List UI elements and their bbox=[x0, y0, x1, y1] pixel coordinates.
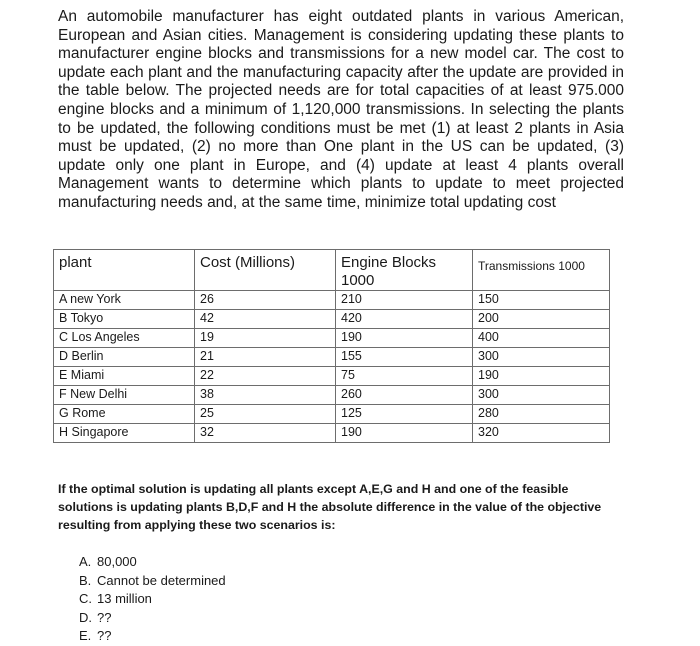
option-text: ?? bbox=[97, 628, 112, 643]
option-letter: B. bbox=[79, 572, 92, 588]
cell-cost: 22 bbox=[195, 367, 336, 386]
cell-plant: E Miami bbox=[54, 367, 195, 386]
table-row bbox=[54, 310, 610, 329]
option-a[interactable] bbox=[79, 553, 226, 572]
table-row bbox=[54, 291, 610, 310]
table-header-row bbox=[54, 250, 610, 291]
option-c[interactable] bbox=[79, 590, 226, 609]
header-transmissions: Transmissions 1000 bbox=[473, 250, 610, 291]
plants-table bbox=[53, 249, 610, 443]
option-letter: A. bbox=[79, 554, 92, 569]
cell-cost: 26 bbox=[195, 291, 336, 310]
cell-transmissions: 320 bbox=[473, 424, 610, 443]
cell-cost: 19 bbox=[195, 329, 336, 348]
cell-cost: 21 bbox=[195, 348, 336, 367]
cell-engine-blocks: 155 bbox=[336, 348, 473, 367]
table-row bbox=[54, 405, 610, 424]
option-text: Cannot be determined bbox=[97, 572, 226, 588]
cell-engine-blocks: 75 bbox=[336, 367, 473, 386]
answer-options bbox=[79, 553, 226, 646]
cell-plant: B Tokyo bbox=[54, 310, 195, 329]
cell-transmissions: 300 bbox=[473, 348, 610, 367]
table-row bbox=[54, 348, 610, 367]
cell-cost: 32 bbox=[195, 424, 336, 443]
cell-engine-blocks: 210 bbox=[336, 291, 473, 310]
table-row bbox=[54, 367, 610, 386]
option-text: 13 million bbox=[97, 591, 152, 606]
cell-plant: C Los Angeles bbox=[54, 329, 195, 348]
cell-engine-blocks: 190 bbox=[336, 329, 473, 348]
cell-plant: H Singapore bbox=[54, 424, 195, 443]
cell-transmissions: 150 bbox=[473, 291, 610, 310]
cell-transmissions: 400 bbox=[473, 329, 610, 348]
option-letter: C. bbox=[79, 591, 92, 606]
option-text: ?? bbox=[97, 609, 112, 625]
cell-transmissions: 300 bbox=[473, 386, 610, 405]
table-row bbox=[54, 329, 610, 348]
cell-plant: G Rome bbox=[54, 405, 195, 424]
option-letter: E. bbox=[79, 628, 92, 643]
option-letter: D. bbox=[79, 609, 92, 625]
cell-transmissions: 190 bbox=[473, 367, 610, 386]
option-e[interactable] bbox=[79, 627, 226, 646]
cell-transmissions: 200 bbox=[473, 310, 610, 329]
question-text: If the optimal solution is updating all plants except A,E,G and H and one of the feasible solutions is updating plants B,D,F and H the absolute difference in the value of the objective resulting from applying these two scenarios is: bbox=[58, 482, 602, 532]
cell-engine-blocks: 420 bbox=[336, 310, 473, 329]
table-row bbox=[54, 386, 610, 405]
option-text: 80,000 bbox=[97, 554, 137, 569]
cell-cost: 42 bbox=[195, 310, 336, 329]
option-d[interactable] bbox=[79, 609, 226, 628]
header-plant: plant bbox=[54, 250, 195, 291]
cell-plant: A new York bbox=[54, 291, 195, 310]
option-b[interactable] bbox=[79, 572, 226, 591]
cell-cost: 25 bbox=[195, 405, 336, 424]
problem-statement: An automobile manufacturer has eight outdated plants in various American, European and Asian cities. Management is considering updating these plants to manufacturer engine blocks and transmissions for a new model car. The cost to update each plant and the manufacturing capacity after the update are provided in the table below. The projected needs are for total capacities of at least 975.000 engine blocks and a minimum of 1,120,000 transmissions. In selecting the plants to be updated, the following conditions must be met (1) at least 2 plants in Asia must be updated, (2) no more than One plant in the US can be updated, (3) update only one plant in Europe, and (4) update at least 4 plants overall Management wants to determine which plants to update to meet projected manufacturing needs and, at the same time, minimize total updating cost bbox=[58, 8, 624, 211]
cell-transmissions: 280 bbox=[473, 405, 610, 424]
header-cost: Cost (Millions) bbox=[195, 250, 336, 291]
cell-engine-blocks: 190 bbox=[336, 424, 473, 443]
plants-table-container bbox=[53, 249, 610, 443]
table-row bbox=[54, 424, 610, 443]
cell-cost: 38 bbox=[195, 386, 336, 405]
header-engine-blocks: Engine Blocks 1000 bbox=[336, 250, 473, 291]
cell-plant: F New Delhi bbox=[54, 386, 195, 405]
cell-plant: D Berlin bbox=[54, 348, 195, 367]
cell-engine-blocks: 260 bbox=[336, 386, 473, 405]
cell-engine-blocks: 125 bbox=[336, 405, 473, 424]
